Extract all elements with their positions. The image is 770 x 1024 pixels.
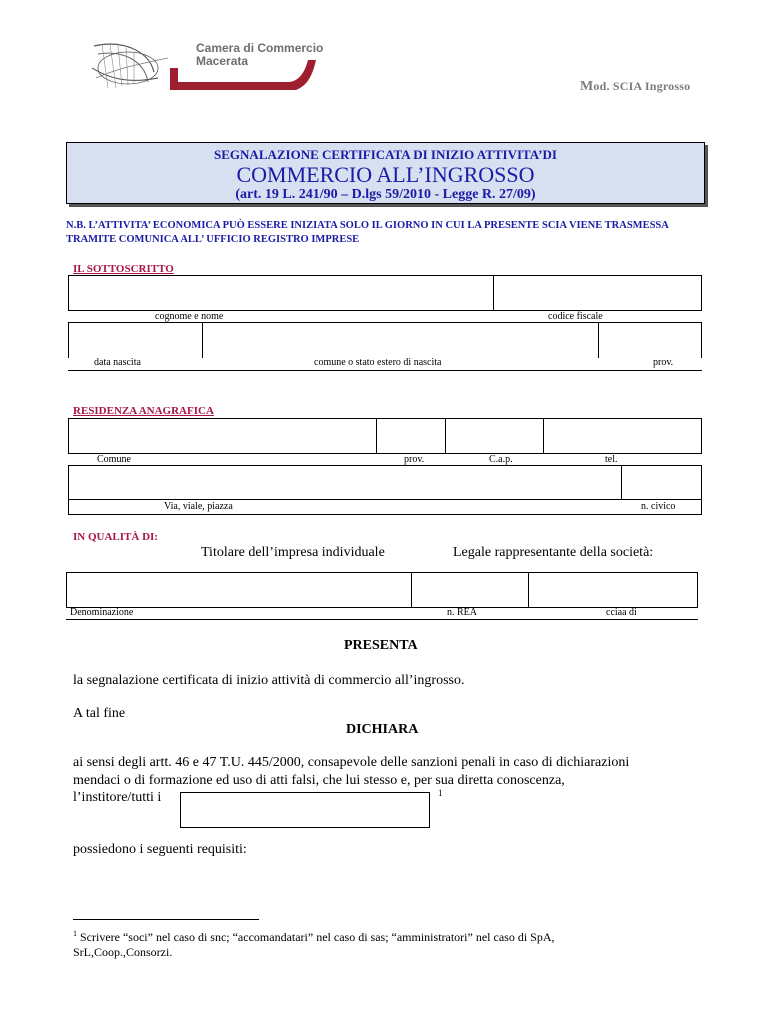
institore-input[interactable] xyxy=(180,792,430,828)
ai-sensi-line-2: mendaci o di formazione ed uso di atti falsi, che lui stesso e, per sua diretta conoscenza, xyxy=(73,773,565,788)
section-heading-residenza: RESIDENZA ANAGRAFICA xyxy=(73,405,214,417)
option-legale-rappresentante[interactable]: Legale rappresentante della società: xyxy=(453,545,654,560)
segnalazione-text: la segnalazione certificata di inizio attività di commercio all’ingrosso. xyxy=(73,673,465,688)
rea-input[interactable] xyxy=(412,573,528,607)
comune-label: Comune xyxy=(97,454,131,465)
footnote-number: 1 xyxy=(73,929,77,938)
divider xyxy=(68,322,702,323)
comune-nascita-input[interactable] xyxy=(203,322,598,358)
data-nascita-input[interactable] xyxy=(69,322,202,358)
sottoscritto-row-1 xyxy=(68,275,702,311)
form-code-text: od. SCIA Ingrosso xyxy=(593,79,691,93)
cciaa-input[interactable] xyxy=(529,573,697,607)
footnote-rule xyxy=(73,919,259,920)
title-line-3: (art. 19 L. 241/90 – D.lgs 59/2010 - Legge R. 27/09) xyxy=(235,187,536,202)
logo-swoosh xyxy=(168,56,318,92)
via-label: Via, viale, piazza xyxy=(164,501,233,512)
prov-nascita-input[interactable] xyxy=(599,322,701,358)
cognome-nome-label: cognome e nome xyxy=(155,311,224,322)
footnote-text-2: SrL,Coop.,Consorzi. xyxy=(73,945,173,959)
title-line-1: SEGNALAZIONE CERTIFICATA DI INIZIO ATTIVITA’DI xyxy=(214,147,557,162)
sottoscritto-row-2 xyxy=(68,322,702,358)
rea-label: n. REA xyxy=(447,607,477,618)
residenza-row-1 xyxy=(68,418,702,454)
ai-sensi-line-1: ai sensi degli artt. 46 e 47 T.U. 445/2000, consapevole delle sanzioni penali in caso di dichiarazioni xyxy=(73,755,630,770)
societa-row xyxy=(66,572,698,608)
tel-label: tel. xyxy=(605,454,618,465)
codice-fiscale-input[interactable] xyxy=(494,276,701,310)
prov-label: prov. xyxy=(404,454,425,465)
comune-input[interactable] xyxy=(69,419,376,453)
cap-label: C.a.p. xyxy=(489,454,513,465)
institore-text: l’institore/tutti i xyxy=(73,790,162,805)
title-box xyxy=(66,142,705,204)
prov-nascita-label: prov. xyxy=(653,357,674,368)
possiedono-text: possiedono i seguenti requisiti: xyxy=(73,842,247,857)
logo-line-2: Macerata xyxy=(196,54,249,68)
form-code xyxy=(580,79,690,95)
divider xyxy=(68,370,702,371)
divider xyxy=(68,499,702,500)
form-code-prefix: M xyxy=(580,79,594,94)
civico-input[interactable] xyxy=(622,465,701,499)
divider xyxy=(68,465,702,466)
footnote-ref: 1 xyxy=(438,788,443,798)
comune-nascita-label: comune o stato estero di nascita xyxy=(314,357,442,368)
codice-fiscale-label: codice fiscale xyxy=(548,311,603,322)
option-titolare[interactable]: Titolare dell’impresa individuale xyxy=(201,545,385,560)
section-heading-sottoscritto: IL SOTTOSCRITTO xyxy=(73,263,174,275)
dichiara-heading: DICHIARA xyxy=(346,722,419,737)
cognome-nome-input[interactable] xyxy=(69,276,494,310)
title-line-2: COMMERCIO ALL’INGROSSO xyxy=(236,162,535,187)
footnote-text-1: Scrivere “soci” nel caso di snc; “accomandatari” nel caso di sas; “amministratori” nel caso di SpA, xyxy=(77,930,555,944)
data-nascita-label: data nascita xyxy=(94,357,141,368)
logo-line-1: Camera di Commercio xyxy=(196,41,324,55)
denominazione-input[interactable] xyxy=(67,573,411,607)
cciaa-label: cciaa di xyxy=(606,607,637,618)
denominazione-label: Denominazione xyxy=(70,607,134,618)
presenta-heading: PRESENTA xyxy=(344,638,418,653)
notice-text: N.B. L’ATTIVITA’ ECONOMICA PUÒ ESSERE INIZIATA SOLO IL GIORNO IN CUI LA PRESENTE SCIA VIENE TRASMESSA TRAMITE COMUNICA ALL’ UFFICIO REGISTRO IMPRESE xyxy=(66,220,669,245)
civico-label: n. civico xyxy=(641,501,676,512)
cap-input[interactable] xyxy=(446,419,543,453)
divider xyxy=(68,514,702,515)
footnote xyxy=(73,926,723,960)
via-input[interactable] xyxy=(69,465,621,499)
prov-input[interactable] xyxy=(377,419,445,453)
section-heading-qualita: IN QUALITÀ DI: xyxy=(73,531,158,543)
tel-input[interactable] xyxy=(544,419,701,453)
a-tal-fine-text: A tal fine xyxy=(73,706,126,721)
divider xyxy=(66,619,698,620)
